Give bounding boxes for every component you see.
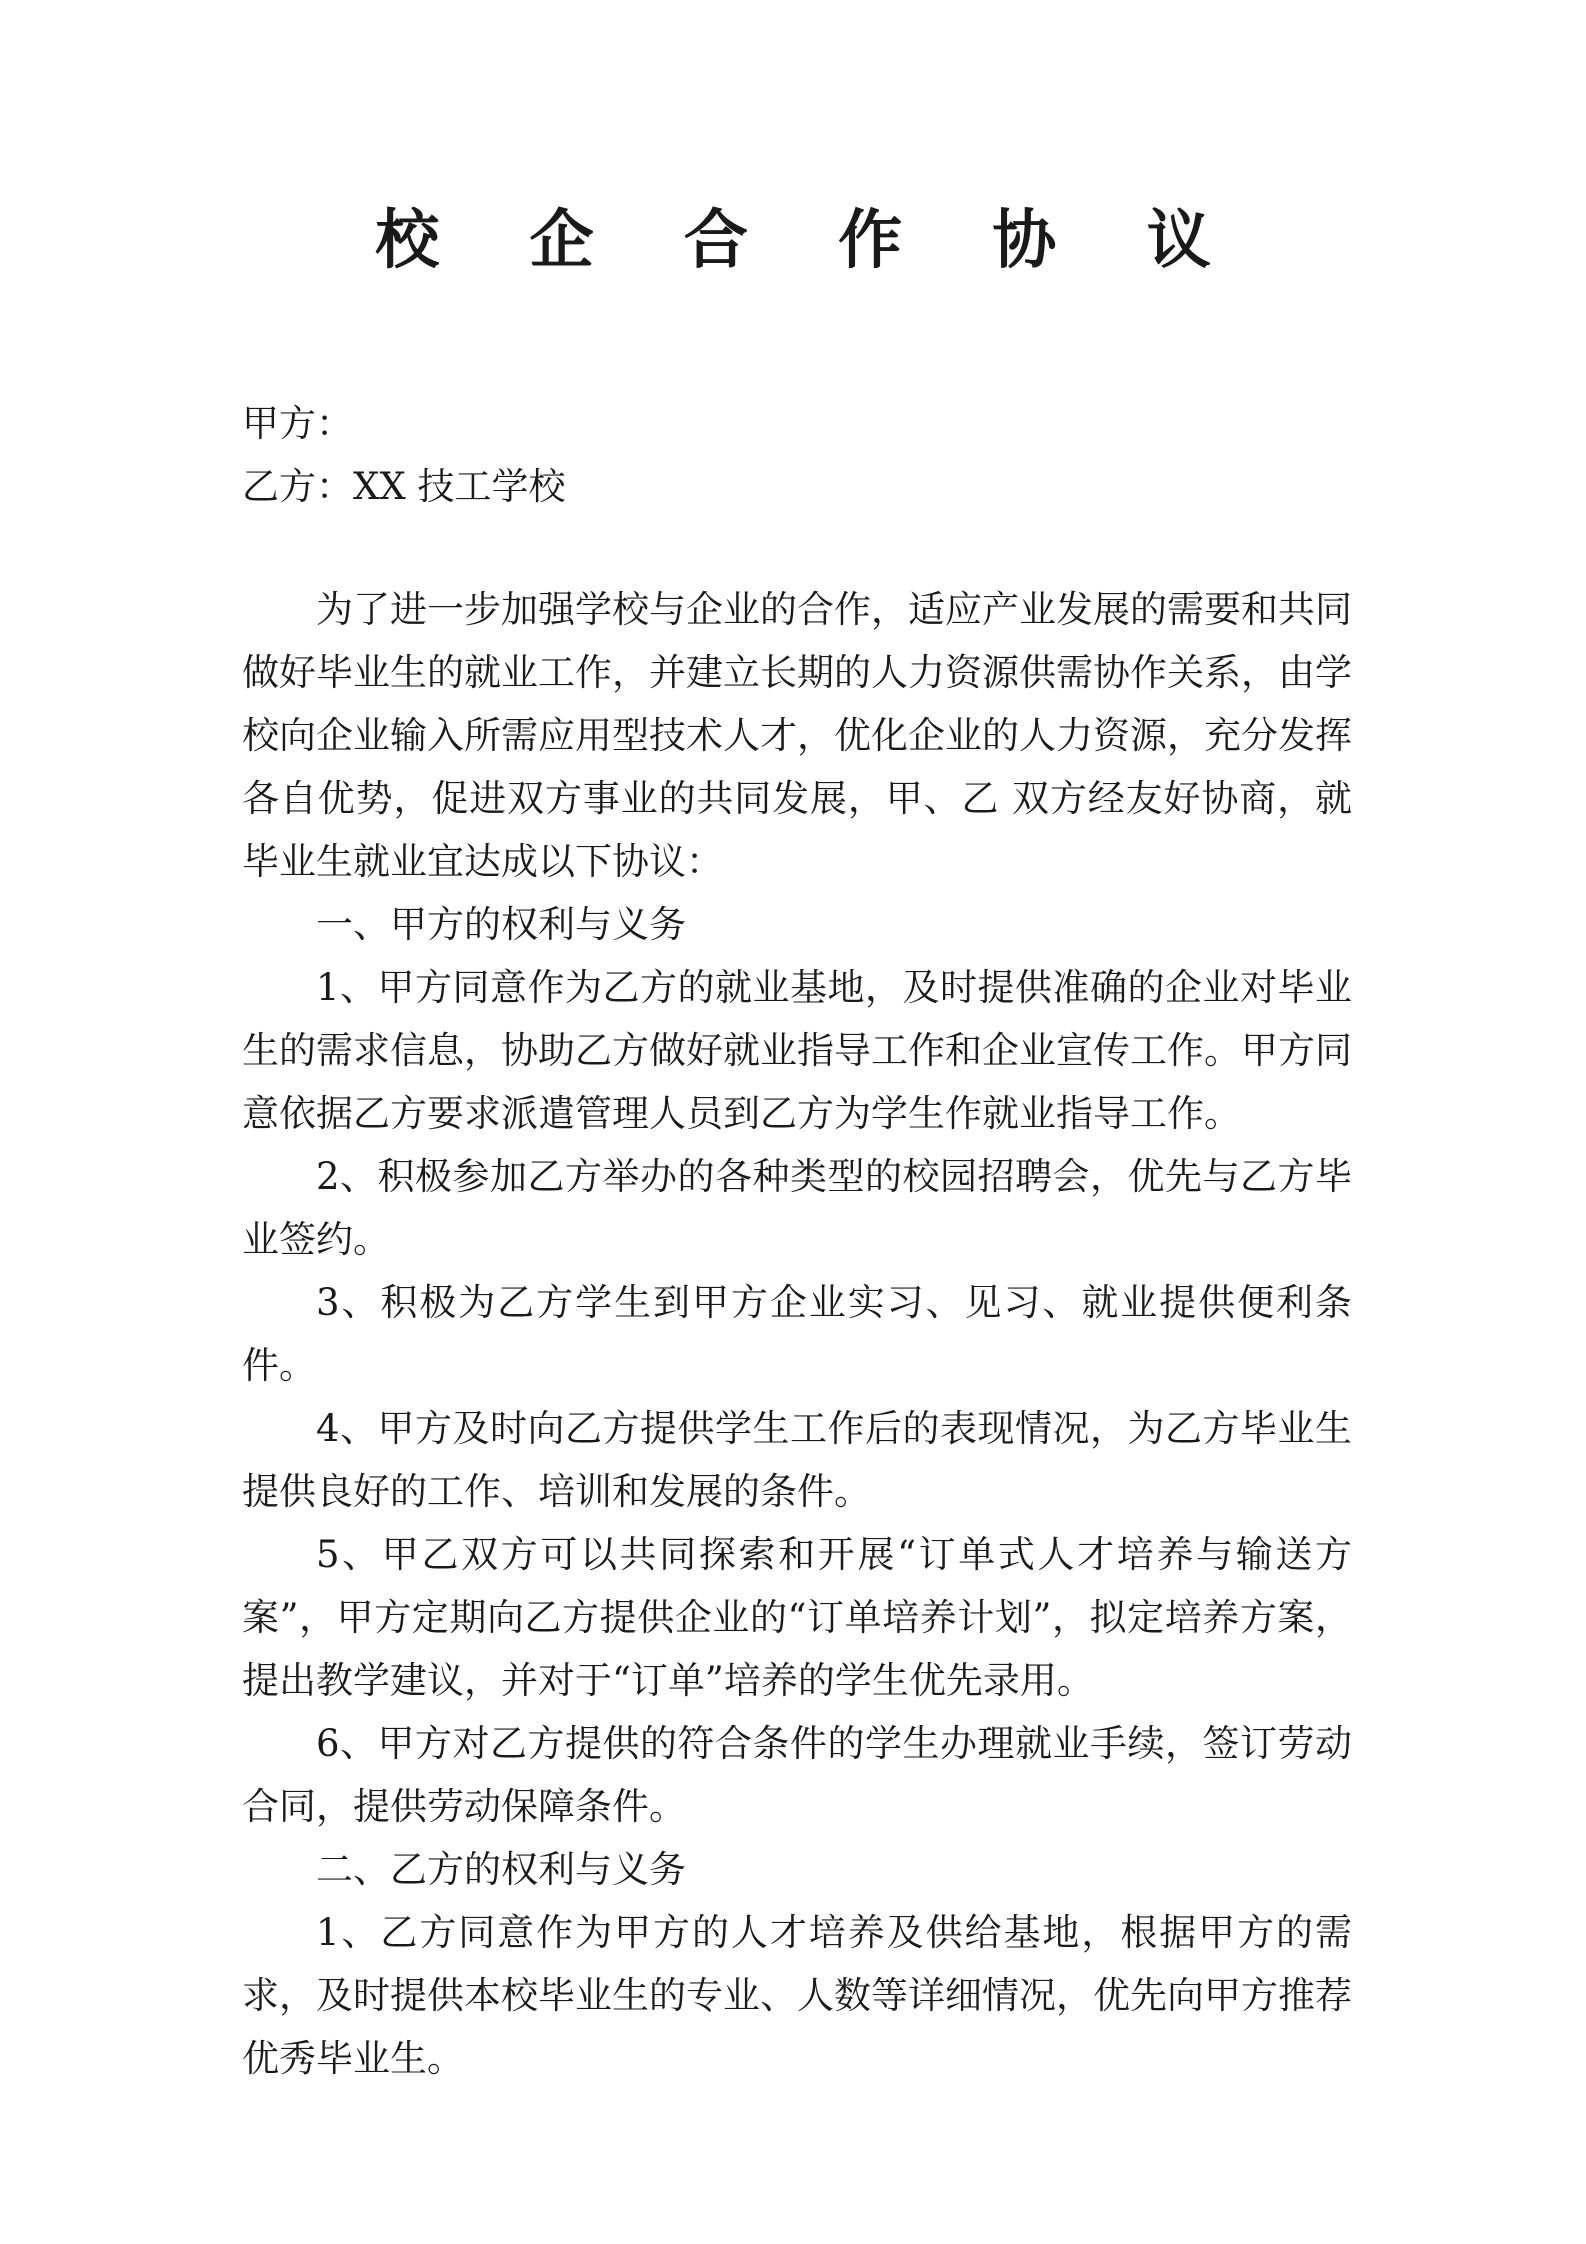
section-1-item-1: 1、甲方同意作为乙方的就业基地，及时提供准确的企业对毕业生的需求信息，协助乙方做好就业指导工作和企业宣传工作。甲方同意依据乙方要求派遣管理人员到乙方为学生作就业指导工作。 [242, 966, 1352, 1135]
section-1-item-4: 4、甲方及时向乙方提供学生工作后的表现情况，为乙方毕业生提供良好的工作、培训和发展的条件。 [242, 1407, 1352, 1513]
section-1-item-5: 5、甲乙双方可以共同探索和开展“订单式人才培养与输送方案”，甲方定期向乙方提供企业的“订单培养计划”，拟定培养方案，提出教学建议，并对于“订单”培养的学生优先录用。 [242, 1533, 1352, 1702]
preamble-paragraph: 为了进一步加强学校与企业的合作，适应产业发展的需要和共同做好毕业生的就业工作，并建立长期的人力资源供需协作关系，由学校向企业输入所需应用型技术人才，优化企业的人力资源，充分发挥各自优势，促进双方事业的共同发展，甲、乙 双方经友好协商，就毕业生就业宜达成以下协议： [242, 588, 1352, 883]
parties-block [242, 392, 1352, 518]
party-b-line: 乙方：XX 技工学校 [242, 465, 566, 508]
section-1-heading: 一、甲方的权利与义务 [316, 903, 686, 946]
section-1-item-2: 2、积极参加乙方举办的各种类型的校园招聘会，优先与乙方毕业签约。 [242, 1155, 1352, 1261]
agreement-body [242, 578, 1352, 2090]
section-2-item-1: 1、乙方同意作为甲方的人才培养及供给基地，根据甲方的需求，及时提供本校毕业生的专业、人数等详细情况，优先向甲方推荐优秀毕业生。 [242, 1911, 1352, 2080]
party-a-line: 甲方： [242, 402, 353, 445]
section-2-heading: 二、乙方的权利与义务 [316, 1848, 686, 1891]
document-title: 校 企 合 作 协 议 [375, 203, 1245, 278]
section-1-item-3: 3、积极为乙方学生到甲方企业实习、见习、就业提供便利条件。 [242, 1281, 1352, 1387]
section-1-item-6: 6、甲方对乙方提供的符合条件的学生办理就业手续，签订劳动合同，提供劳动保障条件。 [242, 1722, 1352, 1828]
